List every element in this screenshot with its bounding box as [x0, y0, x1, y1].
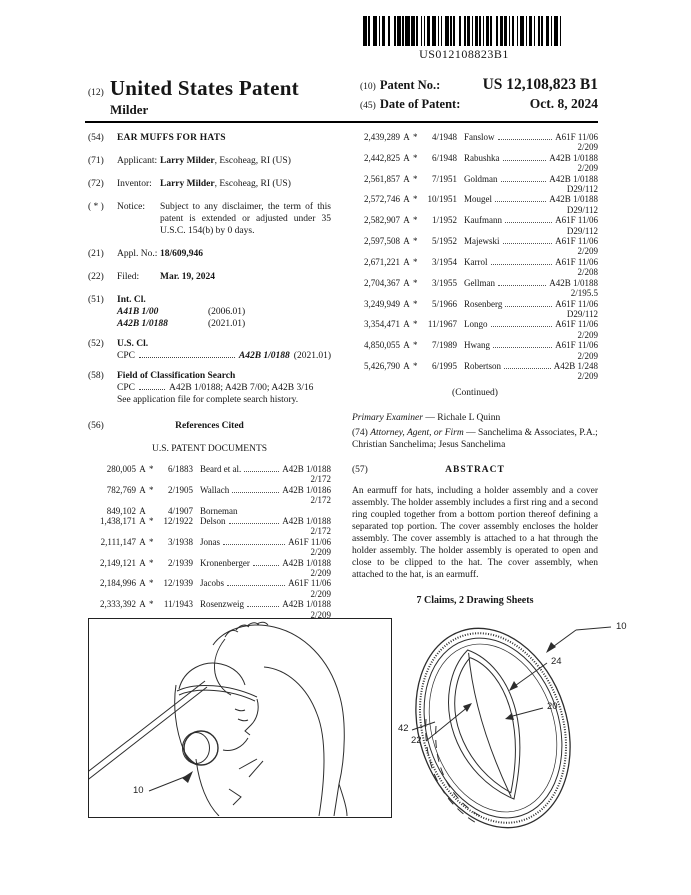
ref-class: A42B 1/0188 — [282, 557, 331, 568]
ref-name: Kaufmann — [464, 215, 502, 226]
cpc-version: (2021.01) — [293, 351, 331, 361]
right-column — [352, 132, 598, 607]
search-cpc-label: CPC — [117, 383, 135, 393]
applicant-address: , Escoheag, RI (US) — [214, 156, 291, 166]
ref-class: A42B 1/0188 — [549, 194, 598, 205]
fig2-ref-20: 20 — [547, 701, 558, 712]
ref-number: 2,671,221 — [364, 256, 400, 267]
ref-class-2 — [352, 371, 598, 381]
ref-star: * — [413, 340, 418, 351]
appl-no-label: Appl. No.: — [117, 249, 158, 259]
ref-class: A42B 1/0188 — [282, 599, 331, 610]
ref-kind: A — [403, 340, 410, 351]
ref-name: Rosenberg — [464, 298, 503, 309]
ref-class: A42B 1/0188 — [282, 516, 331, 527]
ref-kind: A — [403, 152, 410, 163]
ref-class-2 — [352, 309, 598, 319]
figure-earmuff-drawing — [398, 616, 668, 834]
ref-kind: A — [139, 599, 146, 610]
ref-class-2-value: D29/112 — [566, 184, 598, 195]
search-classes: A42B 1/0188; A42B 7/00; A42B 3/16 — [168, 383, 314, 393]
patent-number: US 12,108,823 B1 — [482, 76, 598, 93]
ref-star: * — [413, 132, 418, 142]
leader-dots — [501, 181, 547, 182]
attorney-tag: (74) — [352, 427, 368, 438]
field-tag: (54) — [88, 133, 104, 143]
primary-examiner-line — [352, 412, 598, 424]
inventor-value — [160, 178, 291, 190]
ref-class: A42B 1/0188 — [549, 277, 598, 288]
ref-class-2-value: 2/208 — [577, 267, 598, 278]
ref-class-2-value: 2/209 — [577, 163, 598, 174]
ref-class: A42B 1/0188 — [282, 464, 331, 474]
us-patent-documents-title: U.S. PATENT DOCUMENTS — [151, 444, 268, 454]
ref-name: Delson — [200, 516, 226, 527]
field-inventor — [88, 178, 331, 190]
ref-class-2 — [88, 526, 331, 536]
field-appl-no — [88, 248, 331, 260]
ref-class-2-value: 2/209 — [310, 547, 331, 558]
ref-class-2 — [352, 142, 598, 152]
leader-dots — [139, 357, 235, 358]
ref-star: * — [149, 516, 154, 527]
ref-name: Gellman — [464, 277, 495, 288]
ref-class: A61F 11/06 — [555, 319, 598, 330]
ref-kind: A — [403, 173, 410, 184]
ref-class: A61F 11/06 — [555, 340, 598, 351]
ref-class-2-value: 2/209 — [577, 371, 598, 382]
ref-class-2-value: 2/172 — [310, 474, 331, 485]
references-cited-head — [88, 420, 331, 432]
attorney-names: — Sanchelima & Associates, P.A.; Christian Sanchelima; Jesus Sanchelima — [352, 427, 598, 450]
attorney-line — [352, 427, 598, 451]
ref-date: 1/1952 — [431, 215, 457, 226]
ref-name: Fanslow — [464, 132, 495, 142]
ref-date: 5/1966 — [431, 298, 457, 309]
header-left — [88, 76, 299, 118]
ref-name: Rabushka — [464, 152, 500, 163]
fig2-ref-22: 22 — [411, 735, 422, 746]
inventor-address: , Escoheag, RI (US) — [214, 179, 291, 189]
invention-title: EAR MUFFS FOR HATS — [117, 133, 226, 143]
leader-dots — [495, 201, 546, 202]
leader-dots — [139, 389, 165, 390]
reference-entry — [88, 537, 331, 558]
field-applicant — [88, 155, 331, 167]
appl-no-value: 18/609,946 — [160, 249, 204, 259]
ref-number: 2,333,392 — [100, 599, 136, 610]
search-note: See application file for complete search history. — [117, 395, 299, 405]
ref-star: * — [413, 236, 418, 247]
leader-dots — [223, 544, 285, 545]
ref-class: A42B 1/248 — [553, 360, 598, 371]
claims-line: 7 Claims, 2 Drawing Sheets — [416, 594, 534, 606]
ref-kind: A — [403, 236, 410, 247]
ref-class: A61F 11/06 — [555, 298, 598, 309]
examiner-label: Primary Examiner — [352, 412, 423, 423]
reference-entry — [352, 257, 598, 278]
header-right — [360, 76, 598, 118]
fig2-ref-24: 24 — [551, 656, 562, 667]
ref-date: 2/1939 — [167, 557, 193, 568]
ref-date: 11/1943 — [163, 599, 193, 610]
field-title — [88, 132, 331, 144]
abstract-text: An earmuff for hats, including a holder assembly and a cover assembly. The holder assembly includes a first ring and a second ring coupled together from a bottom portion thereof defining a separated top portion. The cover assembly encloses the holder assembly. The cover assembly is attached to a hat through the holder assembly. The holder assembly is operated to open and close to be clipped to the hat. The cover assembly, when attached to the hat, is an earmuff. — [352, 485, 598, 580]
ref-class-2 — [88, 568, 331, 578]
ref-class-2 — [88, 495, 331, 505]
ref-star: * — [149, 464, 154, 474]
ref-date: 12/1922 — [163, 516, 193, 527]
inventor-name: Larry Milder — [160, 179, 215, 189]
ref-class-2 — [352, 267, 598, 277]
patent-no-label: Patent No.: — [379, 78, 441, 92]
header — [88, 76, 598, 118]
ref-date: 7/1989 — [431, 340, 457, 351]
ref-class-2 — [352, 246, 598, 256]
ref-number: 2,582,907 — [364, 215, 400, 226]
ref-class-2 — [88, 589, 331, 599]
leader-dots — [247, 606, 279, 607]
ref-class-2 — [88, 474, 331, 484]
reference-entry — [352, 153, 598, 174]
ref-name: Rosenzweig — [200, 599, 244, 610]
ref-class-2 — [352, 184, 598, 194]
ref-name: Jacobs — [200, 578, 224, 589]
leader-dots — [491, 264, 553, 265]
ref-kind: A — [139, 516, 146, 527]
ref-kind: A — [403, 194, 410, 205]
ref-kind: A — [403, 132, 410, 142]
ref-kind: A — [403, 256, 410, 267]
reference-entry — [352, 174, 598, 195]
ref-class: A61F 11/06 — [555, 256, 598, 267]
reference-entry — [352, 132, 598, 153]
filed-label: Filed: — [117, 272, 140, 282]
field-tag: (56) — [88, 421, 104, 431]
ref-star: * — [149, 578, 154, 589]
ref-name: Mougel — [464, 194, 492, 205]
notice-label: Notice: — [117, 202, 145, 212]
int-cl-list — [117, 306, 331, 330]
ref-class-2-value: 2/209 — [577, 350, 598, 361]
ref-name: Borneman — [200, 505, 238, 516]
ref-number: 2,442,825 — [364, 152, 400, 163]
leader-dots — [244, 471, 279, 472]
ref-name: Beard et al. — [200, 464, 242, 474]
ref-class-2 — [352, 226, 598, 236]
abstract-head — [352, 464, 598, 476]
filed-value: Mar. 19, 2024 — [160, 272, 216, 282]
ref-date: 12/1939 — [163, 578, 193, 589]
examiner-name: — Richale L Quinn — [422, 412, 501, 423]
ref-kind: A — [139, 464, 146, 474]
leader-dots — [232, 492, 279, 493]
ref-class-2-value: D29/112 — [566, 225, 598, 236]
ref-class-2-value: 2/195.5 — [570, 288, 598, 299]
ref-date: 6/1948 — [431, 152, 457, 163]
patent-date: Oct. 8, 2024 — [529, 96, 598, 111]
ref-kind: A — [139, 505, 146, 516]
reference-entry — [88, 516, 331, 537]
field-notice — [88, 201, 331, 237]
fig1-ref-10: 10 — [133, 785, 144, 796]
ref-star: * — [413, 319, 418, 330]
int-cl-label: Int. Cl. — [117, 295, 146, 305]
ref-star: * — [149, 484, 154, 495]
leader-dots — [504, 368, 551, 369]
date-tag: (45) — [360, 101, 376, 111]
field-tag: ( * ) — [88, 202, 104, 212]
ref-number: 280,005 — [106, 464, 136, 474]
field-tag: (58) — [88, 371, 104, 381]
ref-kind: A — [403, 298, 410, 309]
cpc-class: A42B 1/0188 — [238, 351, 290, 361]
ref-class: A42B 1/0188 — [549, 152, 598, 163]
ref-class-2 — [352, 288, 598, 298]
header-rule — [85, 121, 598, 123]
ref-number: 2,597,508 — [364, 236, 400, 247]
reference-entry — [88, 485, 331, 506]
patent-no-tag: (10) — [360, 82, 376, 92]
reference-entry — [88, 506, 331, 516]
ref-kind: A — [139, 557, 146, 568]
attorney-label: Attorney, Agent, or Firm — [370, 427, 464, 438]
notice-text: Subject to any disclaimer, the term of this patent is extended or adjusted under 35 U.S.C. 154(b) by 0 days. — [160, 202, 331, 236]
ref-class-2-value: 2/209 — [577, 142, 598, 153]
applicant-label: Applicant: — [117, 156, 158, 166]
ref-class-2 — [88, 547, 331, 557]
left-column — [88, 132, 331, 620]
ref-star: * — [413, 152, 418, 163]
leader-dots — [253, 565, 279, 566]
ref-date: 4/1948 — [431, 132, 457, 142]
ref-number: 3,249,949 — [364, 298, 400, 309]
ref-class-2-value: 2/172 — [310, 526, 331, 537]
ref-date: 4/1907 — [167, 505, 193, 516]
ref-kind: A — [403, 319, 410, 330]
ref-class-2-value: 2/209 — [577, 246, 598, 257]
leader-dots — [229, 523, 280, 524]
ref-class-2-value: 2/209 — [310, 609, 331, 620]
leader-dots — [503, 243, 553, 244]
ref-number: 2,184,996 — [100, 578, 136, 589]
reference-entry — [352, 319, 598, 340]
ref-name: Jonas — [200, 536, 220, 547]
reference-entry — [352, 215, 598, 236]
references-cited-title: References Cited — [175, 421, 244, 431]
leader-dots — [498, 139, 553, 140]
ref-star: * — [413, 215, 418, 226]
int-cl-class: A41B 1/00 — [117, 307, 159, 317]
ref-number: 2,704,367 — [364, 277, 400, 288]
reference-entry — [88, 599, 331, 620]
ref-name: Longo — [464, 319, 488, 330]
search-label: Field of Classification Search — [117, 371, 236, 381]
field-int-cl — [88, 294, 331, 330]
leader-dots — [505, 222, 552, 223]
ref-kind: A — [403, 360, 410, 371]
field-tag: (71) — [88, 156, 104, 166]
int-cl-class: A42B 1/0188 — [117, 319, 168, 329]
field-filed — [88, 271, 331, 283]
ref-star: * — [413, 173, 418, 184]
leader-dots — [227, 585, 285, 586]
leader-dots — [491, 326, 553, 327]
ref-class: A61F 11/06 — [555, 132, 598, 142]
ref-name: Hwang — [464, 340, 490, 351]
ref-class-2-value: 2/209 — [310, 588, 331, 599]
ref-number: 1,438,171 — [100, 516, 136, 527]
reference-entry — [88, 558, 331, 579]
ref-date: 7/1951 — [431, 173, 457, 184]
ref-class: A61F 11/06 — [555, 215, 598, 226]
ref-class-2-value: 2/209 — [310, 568, 331, 579]
ref-date: 5/1952 — [431, 236, 457, 247]
ref-number: 782,769 — [106, 484, 136, 495]
ref-date: 3/1938 — [167, 536, 193, 547]
leader-dots — [493, 347, 552, 348]
ref-star: * — [413, 360, 418, 371]
leader-dots — [505, 306, 552, 307]
ref-class-2 — [352, 330, 598, 340]
references-list-left — [88, 464, 331, 620]
reference-entry — [352, 194, 598, 215]
ref-name: Karrol — [464, 256, 488, 267]
ref-star: * — [413, 256, 418, 267]
leader-dots — [503, 160, 547, 161]
ref-star: * — [413, 194, 418, 205]
abstract-title: ABSTRACT — [445, 464, 505, 475]
ref-number: 2,111,147 — [100, 536, 136, 547]
figure-person-drawing — [88, 618, 392, 818]
ref-class-2 — [352, 351, 598, 361]
reference-entry — [88, 578, 331, 599]
ref-class-2-value: D29/112 — [566, 204, 598, 215]
ref-kind: A — [403, 215, 410, 226]
ref-name: Robertson — [464, 360, 501, 371]
reference-entry — [352, 299, 598, 320]
ref-class-2-value: D29/112 — [566, 308, 598, 319]
int-cl-item — [117, 318, 331, 330]
field-tag: (52) — [88, 339, 104, 349]
reference-entry — [352, 278, 598, 299]
ref-date: 3/1955 — [431, 277, 457, 288]
ref-date: 11/1967 — [427, 319, 457, 330]
int-cl-item — [117, 306, 331, 318]
figure-2-art — [398, 616, 668, 834]
ref-class: A61F 11/06 — [288, 578, 331, 589]
ref-number: 3,354,471 — [364, 319, 400, 330]
ref-class-2 — [352, 205, 598, 215]
ref-star: * — [413, 277, 418, 288]
references-list-right — [352, 132, 598, 382]
ref-number: 2,572,746 — [364, 194, 400, 205]
applicant-value — [160, 155, 291, 167]
fig2-ref-10: 10 — [616, 621, 627, 632]
ref-star: * — [149, 536, 154, 547]
ref-class: A61F 11/06 — [288, 536, 331, 547]
field-tag: (57) — [352, 464, 368, 475]
barcode-bars-icon — [331, 16, 597, 46]
us-cl-label: U.S. Cl. — [117, 339, 149, 349]
reference-entry — [352, 361, 598, 382]
ref-class: A61F 11/06 — [555, 236, 598, 247]
reference-entry — [88, 464, 331, 485]
field-us-cl — [88, 338, 331, 362]
ref-class-2-value: 2/172 — [310, 495, 331, 506]
ref-name: Wallach — [200, 484, 230, 495]
inventor-label: Inventor: — [117, 179, 152, 189]
cpc-label: CPC — [117, 351, 135, 361]
document-title: United States Patent — [109, 76, 299, 100]
field-tag: (21) — [88, 249, 104, 259]
ref-kind: A — [139, 536, 146, 547]
applicant-name: Larry Milder — [160, 156, 215, 166]
field-tag: (72) — [88, 179, 104, 189]
ref-date: 6/1883 — [167, 464, 193, 474]
field-search — [88, 370, 331, 406]
field-tag: (22) — [88, 272, 104, 282]
inventor-surname: Milder — [110, 102, 149, 117]
reference-entry — [352, 340, 598, 361]
ref-date: 3/1954 — [431, 256, 457, 267]
ref-class: A42B 1/0188 — [549, 173, 598, 184]
ref-number: 2,561,857 — [364, 173, 400, 184]
ref-number: 849,102 — [106, 505, 136, 516]
ref-name: Majewski — [464, 236, 500, 247]
ref-star: * — [413, 298, 418, 309]
leader-dots — [498, 285, 546, 286]
int-cl-version: (2006.01) — [208, 307, 246, 317]
ref-name: Kronenberger — [200, 557, 250, 568]
ref-kind: A — [139, 484, 146, 495]
ref-class-2-value: 2/209 — [577, 329, 598, 340]
int-cl-version: (2021.01) — [208, 319, 246, 329]
ref-date: 6/1995 — [431, 360, 457, 371]
barcode-text: US012108823B1 — [419, 47, 509, 61]
field-tag: (51) — [88, 295, 104, 305]
ref-class-2 — [352, 163, 598, 173]
ref-number: 2,149,121 — [100, 557, 136, 568]
barcode — [331, 16, 597, 62]
kind-code-tag: (12) — [88, 88, 104, 98]
ref-name: Goldman — [464, 173, 498, 184]
ref-number: 5,426,790 — [364, 360, 400, 371]
ref-star: * — [149, 599, 154, 610]
ref-kind: A — [403, 277, 410, 288]
date-label: Date of Patent: — [379, 97, 461, 111]
continued-note: (Continued) — [452, 387, 498, 398]
ref-class: A42B 1/0186 — [282, 484, 331, 495]
ref-date: 10/1951 — [427, 194, 457, 205]
ref-number: 2,439,289 — [364, 132, 400, 142]
ref-kind: A — [139, 578, 146, 589]
reference-entry — [352, 236, 598, 257]
fig2-ref-42: 42 — [398, 723, 409, 734]
ref-date: 2/1905 — [167, 484, 193, 495]
ref-star: * — [149, 557, 154, 568]
ref-number: 4,850,055 — [364, 340, 400, 351]
